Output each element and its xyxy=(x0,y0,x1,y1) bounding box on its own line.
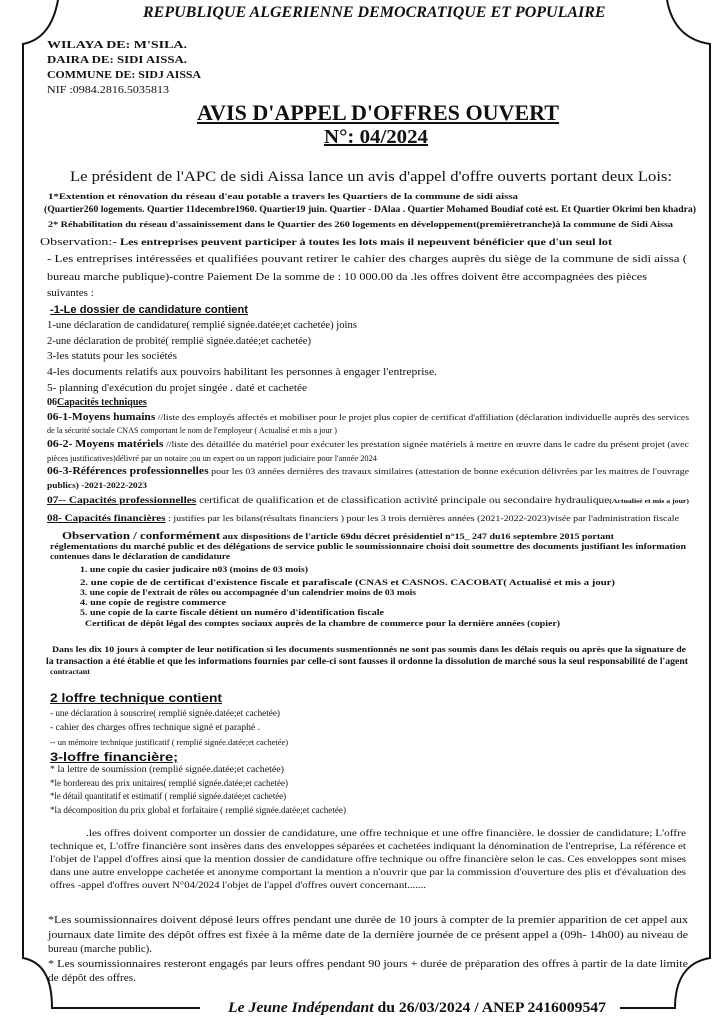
observation-text: Les entreprises peuvent participer à toutes les lots mais il nepeuvent bénéficier que d'un seul lot xyxy=(116,238,613,248)
lot-1: 1*Extention et rénovation du réseau d'eau potable a travers les Quartiers de la commune de sidi aissa xyxy=(48,191,518,201)
document-item: 4. une copie de registre commerce xyxy=(80,598,226,607)
offre-financiere-item: * la lettre de soumission (remplié signée.datée;et cachetée) xyxy=(50,765,284,775)
observation-2-line: contenues dans le déclaration de candidature xyxy=(50,552,230,561)
retrait-line-3: suivantes : xyxy=(47,287,94,299)
envelopes-line: dans une autre enveloppe cachetée et anonyme comportant la mention a n'ouvrir que par la commission d'ouverture des plis et d'évaluation des xyxy=(50,868,686,878)
dossier-item: 2-une déclaration de probité( remplié signée.datée;et cachetée) xyxy=(47,335,311,347)
page-title: AVIS D'APPEL D'OFFRES OUVERT xyxy=(197,100,559,125)
capacites-fin-label: 08- Capacités financières xyxy=(47,514,166,524)
moyens-materiels-cont: pièces justificatives)délivré par un notaire ;ou un expert ou un rapport judiciaire pour l'année 2024 xyxy=(47,453,377,463)
document-item: Certificat de dépôt légal des comptes sociaux auprès de la chambre de commerce pour la dernière années (copier) xyxy=(85,618,560,628)
section-title: Capacités techniques xyxy=(57,397,147,408)
offre-technique-item: - une déclaration à souscrire( remplié signée.datée;et cachetée) xyxy=(50,709,280,719)
dossier-item: 5- planning d'exécution du projet singée . daté et cachetée xyxy=(47,382,307,394)
offre-financiere-item: *le détail quantitatif et estimatif ( remplié signée.datée;et cachetée) xyxy=(50,792,286,802)
publication-footer xyxy=(228,1001,623,1016)
observation-2 xyxy=(62,531,709,542)
document-item: 3. une copie de l'extrait de rôles ou accompagnée d'un calendrier moins de 03 mois xyxy=(80,588,416,597)
lot-2: 2* Réhabilitation du réseau d'assainissement dans le Quartier des 260 logements en développement(premièretranche)à la commune de Sidi Aissa xyxy=(48,219,673,229)
clause-line: Dans les dix 10 jours à compter de leur notification si les documents susmentionnés ne sont pas soumis dans les délais requis ou après que la signature de xyxy=(52,645,686,654)
wilaya-line: WILAYA DE: M'SILA. xyxy=(47,40,187,51)
dossier-item: 1-une déclaration de candidature( remplié signée.datée;et cachetée) joins xyxy=(47,319,357,331)
moyens-materiels-text: //liste des détaillée du matériel pour exécuter les prestation signée matériels à mettre en œuvre dans le cadre du présent projet (avec xyxy=(163,439,690,449)
deposit-line: *Les soumissionnaires doivent déposé leurs offres pendant une durée de 10 jours à compter de la premier apparition de cet appel aux xyxy=(48,915,688,926)
envelopes-line: offres -appel d'offres ouvert N°04/2024 l'objet de l'appel d'offres ouvert concernant....... xyxy=(50,881,426,891)
moyens-humains-text: //liste des employés affectés et mobiliser pour le projet plus copier de certificat d'affiliation (déclaration individuelle auprès des services xyxy=(155,412,689,422)
offre-technique-heading: 2 loffre technique contient xyxy=(50,691,222,705)
envelopes-line: technique et, L'offre financière sont insères dans des enveloppes séparées et cachetées indiquant la dénomination de l'entreprise, La référence et xyxy=(50,842,686,852)
capacites-professionnelles xyxy=(47,497,725,507)
nif-line: NIF :0984.2816.5035813 xyxy=(47,85,169,96)
dossier-heading: -1-Le dossier de candidature contient xyxy=(50,304,248,316)
intro-text: Le président de l'APC de sidi Aissa lance un avis d'appel d'offre ouverts portant deux Lois: xyxy=(70,169,672,185)
offre-financiere-item: *la décomposition du prix global et forfaitaire ( remplié signée.datée;et cachetée) xyxy=(50,806,346,816)
observation-line xyxy=(40,237,725,249)
dossier-item: 3-les statuts pour les sociétés xyxy=(47,350,177,362)
moyens-materiels-label: 06-2- Moyens matériels xyxy=(47,439,164,450)
deposit-line: bureau (marche public). xyxy=(48,944,152,955)
offre-technique-item: - cahier des charges offres technique signé et paraphé . xyxy=(50,723,260,733)
offre-financiere-item: *le bordereau des prix unitaires( remplié signée.datée;et cachetée) xyxy=(50,779,288,789)
references-cont: publics) -2021-2022-2023 xyxy=(47,480,147,490)
offre-technique-item: -- un mémoire technique justificatif ( remplié signée.datée;et cachetée) xyxy=(50,737,288,747)
clause-line: la transaction a été établie et que les informations fournies par celle-ci sont fausses il ordonne la dissolution de marché sous la seul responsabilité de l'agent xyxy=(46,656,688,666)
moyens-humains xyxy=(47,413,725,423)
deposit-line: * Les soumissionnaires resteront engagés par leurs offres pendant 90 jours + durée de préparation des offres à partir de la date limite xyxy=(48,959,688,970)
document-item: 1. une copie du casier judicaire n03 (moins de 03 mois) xyxy=(80,564,308,574)
moyens-humains-label: 06-1-Moyens humains xyxy=(47,412,156,423)
capacites-pro-label: 07-- Capacités professionnelles xyxy=(47,496,197,506)
deposit-line: journaux date limite des dépôt offres est fixée à la même date de la dernière journée de ce présent appel a (09h- 14h00) au niveau de xyxy=(48,930,688,941)
observation-label: Observation:- xyxy=(40,236,117,248)
moyens-materiels xyxy=(47,440,725,450)
envelopes-line: .les offres doivent comporter un dossier de candidature, une offre technique et une offre financière. le dossier de candidature; L'offre xyxy=(86,829,686,839)
deposit-line: de dépôt des offres. xyxy=(48,973,136,984)
offre-financiere-heading: 3-loffre financière; xyxy=(50,750,178,764)
observation-2-label: Observation / conformément xyxy=(62,530,221,542)
republic-header: REPUBLIQUE ALGERIENNE DEMOCRATIQUE ET POPULAIRE xyxy=(143,4,606,21)
capacites-pro-text: certificat de qualification et de classification activité principale ou secondaire hydraulique xyxy=(196,496,610,506)
retrait-line-1: - Les entreprises intéressées et qualifiées pouvant retirer le cahier des charges auprès du siège de la commune de sidi aissa ( xyxy=(47,253,687,265)
commune-line: COMMUNE DE: SIDJ AISSA xyxy=(47,70,201,81)
envelopes-line: l'objet de l'appel d'offres ainsi que la mention dossier de candidature offre technique ou offre financière selon le cas. Ces enveloppes sont mises xyxy=(50,855,686,865)
document-item: 5. une copie de la carte fiscale détient un numéro d'identification fiscale xyxy=(80,608,384,617)
dossier-item: 4-les documents relatifs aux pouvoirs habilitant les personnes à engager l'entreprise. xyxy=(47,366,437,378)
retrait-line-2: bureau marche publique)-contre Paiement De la somme de : 10 000.00 da .les offres doivent être accompagnées des pièces xyxy=(47,271,647,283)
capacites-financieres xyxy=(47,514,725,525)
publication-date-ref: du 26/03/2024 / ANEP 2416009547 xyxy=(373,1000,606,1016)
references-text: pour les 03 années dernières des travaux similaires (attestation de bonne exécution délivrées par les maitres de l'ouvrage xyxy=(208,466,689,476)
lot-1-quarters: (Quartier260 logements. Quartier 11decembre1960. Quartier19 juin. Quartier - DAlaa . Quartier Mohamed Boudiaf coté est. Et Quartier Okrimi ben khadra) xyxy=(44,204,696,214)
newspaper-name: Le Jeune Indépendant xyxy=(228,1000,374,1016)
observation-2-line: réglementations du marché public et des délégations de service public le soumissionnaire choisi doit soumettre des documents justifiant les information xyxy=(50,542,686,551)
clause-line: contractant xyxy=(50,668,90,676)
observation-2-text: aux dispositions de l'article 69du décret présidentiel n°15_ 247 du16 septembre 2015 portant xyxy=(220,531,614,541)
references-professionnelles xyxy=(47,467,725,477)
daira-line: DAIRA DE: SIDI AISSA. xyxy=(47,55,187,66)
capacites-pro-note: (Actualisé et mis a jour) xyxy=(609,498,689,505)
capacites-fin-text: : justifies par les bilans(résultats financiers ) pour les 3 trois dernières années (2021-2022-2023)visée par l'administration fiscale xyxy=(165,513,680,523)
moyens-humains-cont: de la sécurité sociale CNAS comportant le nom de l'employeur ( Actualisé et mis a jour ) xyxy=(47,425,337,435)
section-number: 06 xyxy=(47,397,57,408)
capacites-techniques-heading xyxy=(47,398,147,408)
references-label: 06-3-Références professionnelles xyxy=(47,466,209,477)
tender-number: N°: 04/2024 xyxy=(324,126,428,148)
document-item: 2. une copie de de certificat d'existence fiscale et parafiscale (CNAS et CASNOS. CACOBAT( Actualisé et mis a jour) xyxy=(80,577,615,587)
